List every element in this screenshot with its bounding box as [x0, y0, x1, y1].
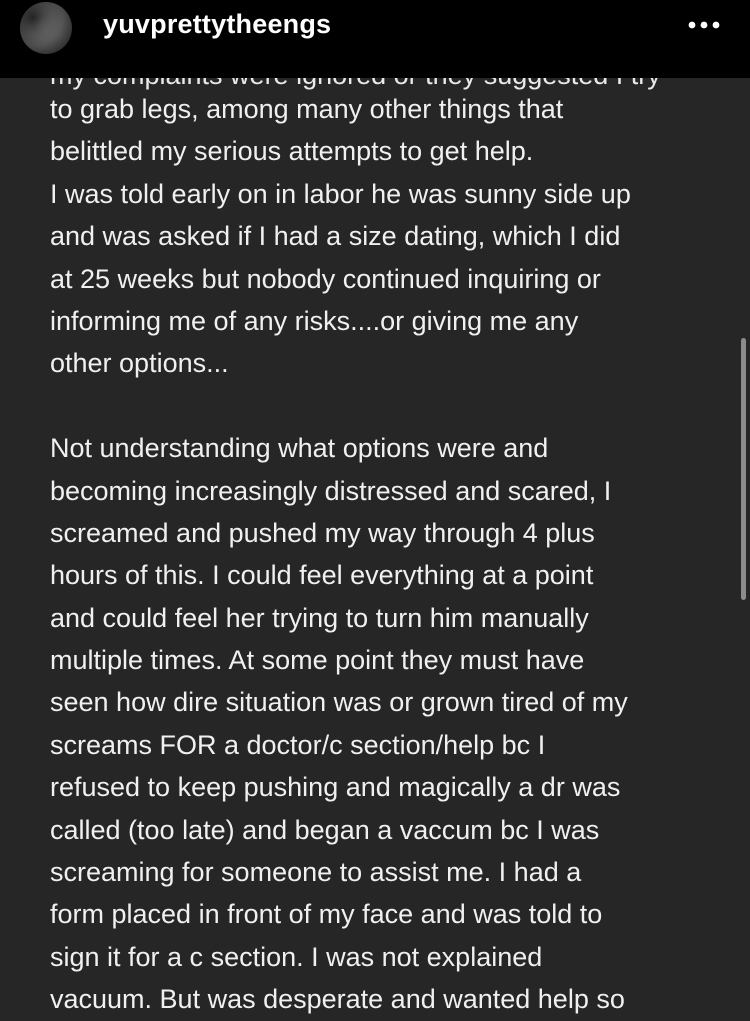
paragraph-break [50, 385, 730, 427]
username-link[interactable]: yuvprettytheengs [103, 9, 332, 39]
caption-line: I was told early on in labor he was sunny side up [50, 178, 631, 209]
caption-line: hours of this. I could feel everything at a point [50, 560, 594, 591]
caption-line: vacuum. But was desperate and wanted help so [50, 984, 625, 1015]
caption-line: screaming for someone to assist me. I had a [50, 857, 582, 888]
caption-line: multiple times. At some point they must have [50, 645, 585, 676]
caption-line: becoming increasingly distressed and scared, I [50, 475, 612, 506]
avatar-photo [20, 2, 72, 54]
caption-line: to grab legs, among many other things that [50, 94, 564, 124]
partially-scrolled-line [0, 78, 750, 88]
caption-line: Not understanding what options were and [50, 433, 549, 464]
caption-line: called (too late) and began a vaccum bc I was [50, 814, 600, 845]
caption-line: at 25 weeks but nobody continued inquiring or [50, 263, 601, 294]
profile-avatar[interactable] [20, 2, 72, 54]
caption-line: and could feel her trying to turn him manually [50, 602, 589, 633]
caption-line: informing me of any risks....or giving me any [50, 305, 579, 336]
caption-line: other options... [50, 348, 229, 379]
more-horizontal-icon[interactable] [684, 10, 724, 40]
caption-line: and was asked if I had a size dating, which I did [50, 221, 621, 252]
caption-line: seen how dire situation was or grown tired of my [50, 687, 628, 718]
caption-line: screams FOR a doctor/c section/help bc I [50, 729, 546, 760]
caption-line: refused to keep pushing and magically a dr was [50, 772, 621, 803]
scrollbar[interactable] [741, 338, 746, 600]
caption-line: sign it for a c section. I was not explained [50, 941, 543, 972]
post-header [0, 0, 750, 78]
caption-line: belittled my serious attempts to get help. [50, 136, 534, 167]
caption-line: screamed and pushed my way through 4 plus [50, 517, 595, 548]
caption-line: form placed in front of my face and was told to [50, 899, 603, 930]
post-caption [50, 88, 730, 1021]
